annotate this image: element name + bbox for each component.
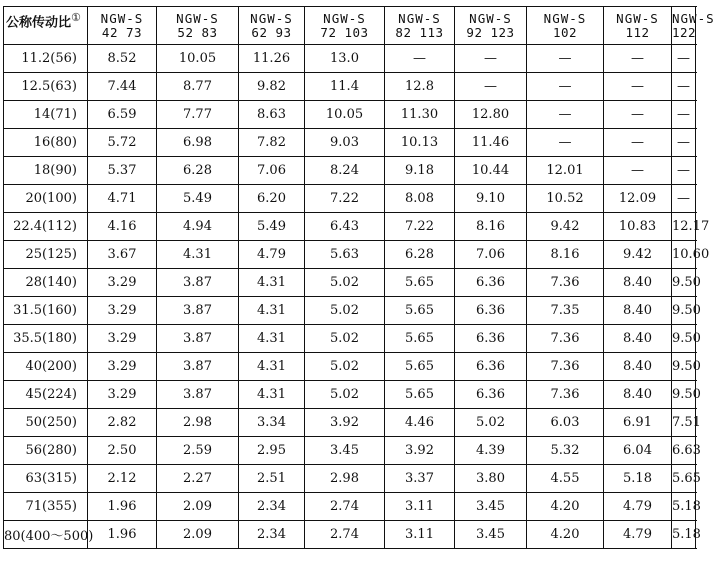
value-cell: 9.10 [455,185,527,213]
table-row [4,493,696,521]
value-cell: 4.79 [604,493,672,521]
table-row [4,409,696,437]
value-cell: 7.36 [527,353,604,381]
value-cell: 7.22 [385,213,455,241]
value-cell: — [604,157,672,185]
value-cell: 2.82 [88,409,157,437]
model-size: 112 [625,24,650,40]
value-cell: — [672,157,696,185]
model-size: 122 [672,24,697,40]
value-cell: 10.13 [385,129,455,157]
value-cell: 8.52 [88,45,157,73]
value-cell: — [527,129,604,157]
value-cell: — [604,129,672,157]
value-cell: 8.40 [604,325,672,353]
model-name: NGW-S [323,10,366,26]
value-cell: 12.09 [604,185,672,213]
value-cell: — [527,73,604,101]
value-cell: — [672,129,696,157]
value-cell: 4.31 [239,325,305,353]
value-cell: 8.40 [604,381,672,409]
value-cell: 7.22 [305,185,385,213]
value-cell: 2.74 [305,521,385,549]
value-cell: 6.36 [455,381,527,409]
value-cell: 6.36 [455,353,527,381]
value-cell: 9.50 [672,353,696,381]
value-cell: 6.28 [157,157,239,185]
value-cell: 6.36 [455,297,527,325]
value-cell: 2.98 [157,409,239,437]
value-cell: 2.09 [157,521,239,549]
value-cell: 5.65 [385,381,455,409]
value-cell: 10.44 [455,157,527,185]
value-cell: 3.11 [385,493,455,521]
value-cell: 1.96 [88,493,157,521]
value-cell: 6.36 [455,269,527,297]
value-cell: 5.49 [157,185,239,213]
table-row [4,353,696,381]
value-cell: 11.46 [455,129,527,157]
model-size: 92 123 [466,24,515,40]
value-cell: 8.08 [385,185,455,213]
value-cell: 4.16 [88,213,157,241]
value-cell: 6.63 [672,437,696,465]
ratio-cell: 63(315) [4,465,88,493]
ratio-cell: 71(355) [4,493,88,521]
value-cell: 6.98 [157,129,239,157]
value-cell: 11.30 [385,101,455,129]
value-cell: — [672,73,696,101]
value-cell: — [672,45,696,73]
value-cell: — [527,45,604,73]
ratio-cell: 80(400～500) [4,521,88,549]
table-row [4,269,696,297]
value-cell: 3.29 [88,381,157,409]
value-cell: 6.36 [455,325,527,353]
model-name: NGW-S [543,10,587,26]
value-cell: 9.50 [672,297,696,325]
value-cell: 2.74 [305,493,385,521]
model-column-header [239,7,305,45]
value-cell: 5.37 [88,157,157,185]
value-cell: 5.02 [305,297,385,325]
ratio-cell: 35.5(180) [4,325,88,353]
model-size: 52 83 [177,24,218,40]
value-cell: 2.59 [157,437,239,465]
model-column-header [157,7,239,45]
model-column-header [88,7,157,45]
value-cell: 3.29 [88,297,157,325]
value-cell: 9.82 [239,73,305,101]
value-cell: 2.50 [88,437,157,465]
table-row [4,157,696,185]
value-cell: 7.77 [157,101,239,129]
ratio-cell: 25(125) [4,241,88,269]
table-row [4,297,696,325]
model-size: 72 103 [320,24,369,40]
value-cell: 8.40 [604,353,672,381]
value-cell: 5.65 [385,269,455,297]
value-cell: 7.36 [527,381,604,409]
model-name: NGW-S [469,10,512,26]
value-cell: 6.59 [88,101,157,129]
table-row [4,521,696,549]
value-cell: 4.94 [157,213,239,241]
value-cell: 2.51 [239,465,305,493]
model-column-header [455,7,527,45]
value-cell: 3.45 [455,493,527,521]
value-cell: 10.05 [157,45,239,73]
value-cell: 9.42 [604,241,672,269]
value-cell: 9.50 [672,381,696,409]
table-row [4,465,696,493]
ratio-cell: 40(200) [4,353,88,381]
value-cell: 8.63 [239,101,305,129]
value-cell: — [672,185,696,213]
model-size: 62 93 [251,24,292,40]
value-cell: 4.31 [239,297,305,325]
model-name: NGW-S [398,10,441,26]
value-cell: 8.77 [157,73,239,101]
value-cell: 8.40 [604,297,672,325]
value-cell: 5.49 [239,213,305,241]
table-row [4,381,696,409]
value-cell: 12.17 [672,213,696,241]
value-cell: 6.20 [239,185,305,213]
value-cell: 10.52 [527,185,604,213]
corner-label: 公称传动比 [6,15,72,31]
value-cell: 2.12 [88,465,157,493]
ratio-cell: 31.5(160) [4,297,88,325]
value-cell: 3.11 [385,521,455,549]
value-cell: — [385,45,455,73]
value-cell: 4.55 [527,465,604,493]
value-cell: 3.37 [385,465,455,493]
value-cell: 9.03 [305,129,385,157]
value-cell: 8.24 [305,157,385,185]
value-cell: 2.27 [157,465,239,493]
model-column-header [527,7,604,45]
table-row [4,185,696,213]
value-cell: 4.20 [527,493,604,521]
ratio-cell: 11.2(56) [4,45,88,73]
value-cell: 9.18 [385,157,455,185]
value-cell: 4.20 [527,521,604,549]
value-cell: 3.67 [88,241,157,269]
ratio-table [3,6,715,549]
ratio-cell: 22.4(112) [4,213,88,241]
header-row [4,7,696,45]
ratio-cell: 18(90) [4,157,88,185]
model-name: NGW-S [672,10,715,26]
value-cell: 12.8 [385,73,455,101]
ratio-cell: 16(80) [4,129,88,157]
value-cell: 4.79 [604,521,672,549]
value-cell: 6.91 [604,409,672,437]
value-cell: 9.42 [527,213,604,241]
value-cell: — [604,101,672,129]
value-cell: 5.32 [527,437,604,465]
value-cell: — [672,101,696,129]
ratio-cell: 28(140) [4,269,88,297]
value-cell: 4.71 [88,185,157,213]
model-column-header [305,7,385,45]
value-cell: 3.45 [455,521,527,549]
model-name: NGW-S [250,10,293,26]
value-cell: 7.35 [527,297,604,325]
value-cell: 7.06 [239,157,305,185]
value-cell: 5.02 [305,325,385,353]
value-cell: 4.31 [239,269,305,297]
value-cell: 4.31 [239,353,305,381]
value-cell: — [604,73,672,101]
value-cell: 7.51 [672,409,696,437]
value-cell: — [455,45,527,73]
table-body [4,45,710,549]
value-cell: 13.0 [305,45,385,73]
value-cell: 3.80 [455,465,527,493]
model-column-header [672,7,715,45]
model-size: 102 [552,24,578,40]
value-cell: 3.87 [157,325,239,353]
value-cell: 4.46 [385,409,455,437]
value-cell: — [455,73,527,101]
value-cell: 5.18 [604,465,672,493]
value-cell: 6.04 [604,437,672,465]
value-cell: 3.92 [305,409,385,437]
value-cell: 5.02 [305,269,385,297]
value-cell: 12.01 [527,157,604,185]
value-cell: 7.36 [527,269,604,297]
footnote-marker: ① [71,11,81,24]
value-cell: 5.63 [305,241,385,269]
value-cell: 6.28 [385,241,455,269]
value-cell: 2.95 [239,437,305,465]
value-cell: 12.80 [455,101,527,129]
ratio-cell: 50(250) [4,409,88,437]
value-cell: 4.39 [455,437,527,465]
model-name: NGW-S [616,10,659,26]
value-cell: 7.06 [455,241,527,269]
value-cell: 4.31 [157,241,239,269]
value-cell: 3.34 [239,409,305,437]
value-cell: 8.16 [527,241,604,269]
value-cell: 8.40 [604,269,672,297]
table-row [4,241,696,269]
model-size: 42 73 [101,24,143,40]
value-cell: 1.96 [88,521,157,549]
value-cell: 7.36 [527,325,604,353]
value-cell: 2.34 [239,493,305,521]
value-cell: 3.87 [157,353,239,381]
value-cell: 5.02 [305,353,385,381]
ratio-cell: 14(71) [4,101,88,129]
value-cell: 3.87 [157,297,239,325]
value-cell: — [604,45,672,73]
value-cell: 2.09 [157,493,239,521]
value-cell: 7.82 [239,129,305,157]
table-row [4,101,696,129]
value-cell: 5.65 [385,325,455,353]
table-row [4,213,696,241]
model-name: NGW-S [100,10,144,26]
ratio-cell: 45(224) [4,381,88,409]
value-cell: 5.18 [672,493,696,521]
value-cell: 11.4 [305,73,385,101]
corner-header [4,7,88,45]
value-cell: 10.60 [672,241,696,269]
value-cell: 10.05 [305,101,385,129]
value-cell: 7.44 [88,73,157,101]
value-cell: 3.87 [157,381,239,409]
value-cell: 2.34 [239,521,305,549]
value-cell: 3.45 [305,437,385,465]
value-cell: 3.92 [385,437,455,465]
value-cell: 9.50 [672,325,696,353]
value-cell: 11.26 [239,45,305,73]
value-cell: — [527,101,604,129]
table-row [4,437,696,465]
model-column-header [604,7,672,45]
value-cell: 5.65 [385,297,455,325]
value-cell: 5.02 [305,381,385,409]
value-cell: 3.29 [88,269,157,297]
value-cell: 6.43 [305,213,385,241]
value-cell: 4.31 [239,381,305,409]
ratio-cell: 12.5(63) [4,73,88,101]
value-cell: 5.65 [672,465,696,493]
value-cell: 3.29 [88,353,157,381]
value-cell: 5.02 [455,409,527,437]
model-column-header [385,7,455,45]
table-row [4,325,696,353]
value-cell: 5.18 [672,521,696,549]
value-cell: 2.98 [305,465,385,493]
value-cell: 3.29 [88,325,157,353]
table-row [4,45,696,73]
ratio-cell: 56(280) [4,437,88,465]
value-cell: 5.65 [385,353,455,381]
value-cell: 4.79 [239,241,305,269]
value-cell: 9.50 [672,269,696,297]
value-cell: 10.83 [604,213,672,241]
value-cell: 6.03 [527,409,604,437]
model-size: 82 113 [395,24,444,40]
ratio-cell: 20(100) [4,185,88,213]
value-cell: 5.72 [88,129,157,157]
value-cell: 8.16 [455,213,527,241]
model-name: NGW-S [176,10,219,26]
table-row [4,129,696,157]
value-cell: 3.87 [157,269,239,297]
table-row [4,73,696,101]
